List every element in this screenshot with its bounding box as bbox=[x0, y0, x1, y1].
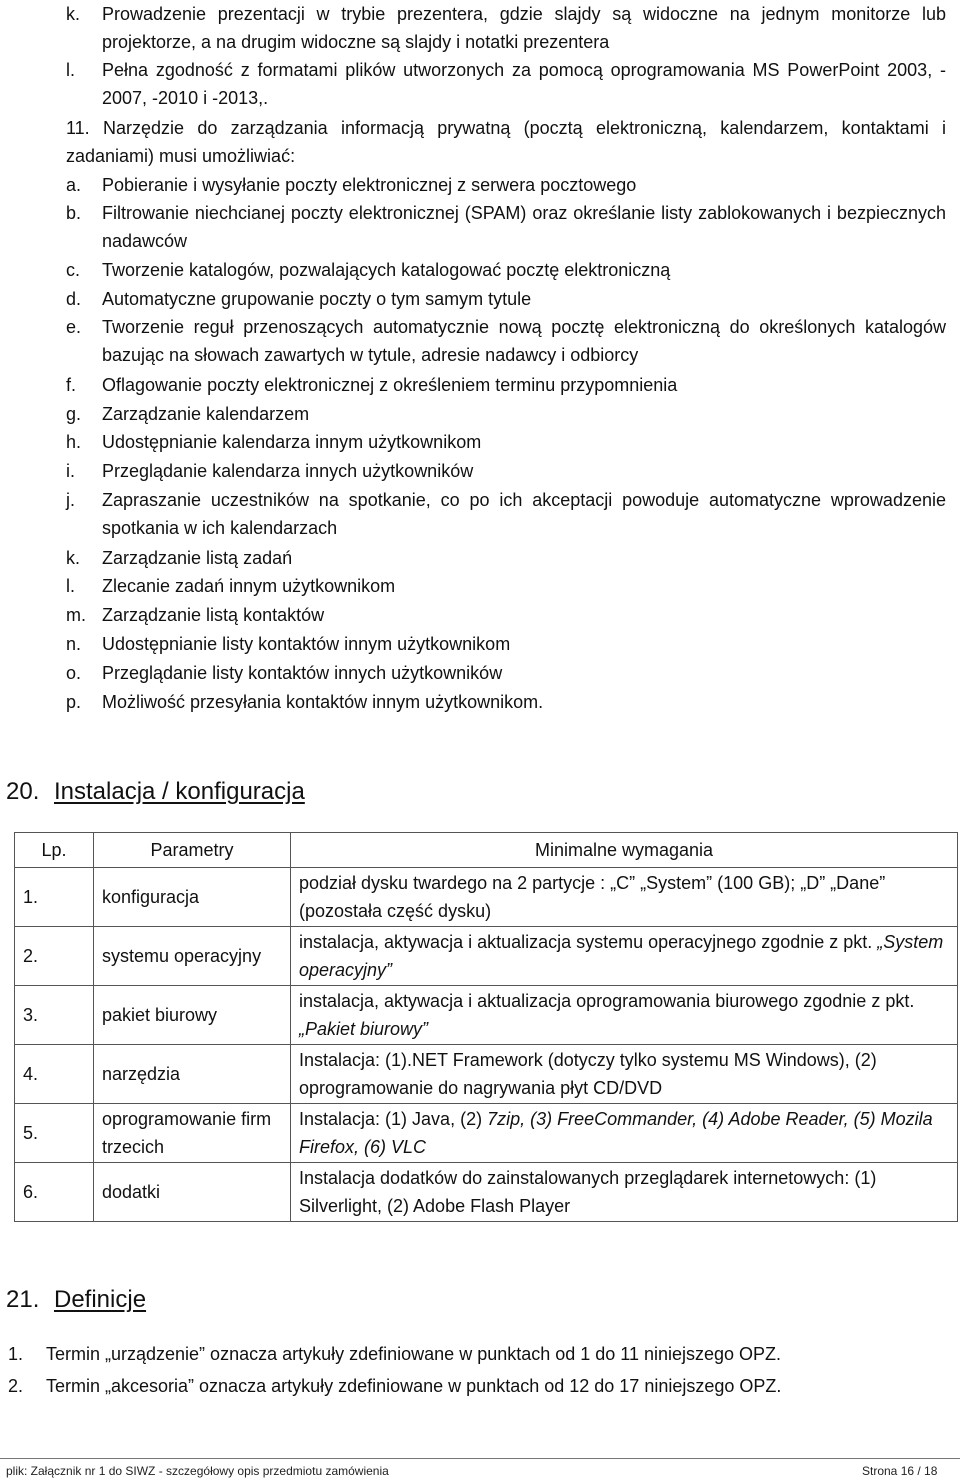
list-item: m. Zarządzanie listą kontaktów bbox=[66, 605, 325, 625]
list-item: 2. Termin „akcesoria” oznacza artykuły zdefiniowane w punktach od 12 do 17 niniejszego OPZ. bbox=[8, 1376, 782, 1396]
requirements-table bbox=[14, 832, 958, 1222]
list-item: i. Przeglądanie kalendarza innych użytkowników bbox=[66, 461, 474, 481]
list-item: h. Udostępnianie kalendarza innym użytkownikom bbox=[66, 432, 482, 452]
list-item: l. Pełna zgodność z formatami plików utworzonych za pomocą oprogramowania MS PowerPoint 2003, - 2007, -2010 i -2013,. bbox=[66, 60, 946, 108]
table-row: 4. narzędzia Instalacja: (1).NET Framework (dotyczy tylko systemu MS Windows), (2) oprogramowanie do nagrywania płyt CD/DVD bbox=[15, 1045, 958, 1104]
footer-page-number: Strona 16 / 18 bbox=[862, 1464, 938, 1478]
table-header-row: Lp. Parametry Minimalne wymagania bbox=[15, 833, 958, 868]
list-item: g. Zarządzanie kalendarzem bbox=[66, 404, 310, 424]
list-item: a. Pobieranie i wysyłanie poczty elektronicznej z serwera pocztowego bbox=[66, 175, 637, 195]
list-item: l. Zlecanie zadań innym użytkownikom bbox=[66, 576, 396, 596]
list-item: b. Filtrowanie niechcianej poczty elektronicznej (SPAM) oraz określanie listy zablokowanych i bezpiecznych nadawców bbox=[66, 203, 946, 251]
table-row: 3. pakiet biurowy instalacja, aktywacja i aktualizacja oprogramowania biurowego zgodnie z pkt. „Pakiet biurowy” bbox=[15, 986, 958, 1045]
section-20-heading: 20. Instalacja / konfiguracja bbox=[6, 778, 305, 805]
footer-file-name: plik: Załącznik nr 1 do SIWZ - szczegółowy opis przedmiotu zamówienia bbox=[6, 1464, 389, 1478]
list-item: o. Przeglądanie listy kontaktów innych użytkowników bbox=[66, 663, 503, 683]
list-item: c. Tworzenie katalogów, pozwalających katalogować pocztę elektroniczną bbox=[66, 260, 671, 280]
list-item: 1. Termin „urządzenie” oznacza artykuły zdefiniowane w punktach od 1 do 11 niniejszego OPZ. bbox=[8, 1344, 782, 1364]
list-item: k. Zarządzanie listą zadań bbox=[66, 548, 293, 568]
list-item: e. Tworzenie reguł przenoszących automatycznie nową pocztę elektroniczną do określonych katalogów bazując na słowach zawartych w tytule, adresie nadawcy i odbiorcy bbox=[66, 317, 946, 365]
list-item: p. Możliwość przesyłania kontaktów innym użytkownikom. bbox=[66, 692, 544, 712]
list-item: j. Zapraszanie uczestników na spotkanie, co po ich akceptacji powoduje automatyczne wprowadzenie spotkania w ich kalendarzach bbox=[66, 490, 946, 538]
footer-divider bbox=[0, 1458, 960, 1459]
table-row: 5. oprogramowanie firm trzecich Instalacja: (1) Java, (2) 7zip, (3) FreeCommander, (4) Adobe Reader, (5) Mozila Firefox, (6) VLC bbox=[15, 1104, 958, 1163]
list-item: n. Udostępnianie listy kontaktów innym użytkownikom bbox=[66, 634, 511, 654]
item-11: 11. Narzędzie do zarządzania informacją prywatną (pocztą elektroniczną, kalendarzem, kontaktami i zadaniami) musi umożliwiać: bbox=[66, 118, 946, 166]
table-row: 2. systemu operacyjny instalacja, aktywacja i aktualizacja systemu operacyjnego zgodnie z pkt. „System operacyjny” bbox=[15, 927, 958, 986]
table-row: 6. dodatki Instalacja dodatków do zainstalowanych przeglądarek internetowych: (1) Silverlight, (2) Adobe Flash Player bbox=[15, 1163, 958, 1222]
list-item: d. Automatyczne grupowanie poczty o tym samym tytule bbox=[66, 289, 532, 309]
list-item: k. Prowadzenie prezentacji w trybie prezentera, gdzie slajdy są widoczne na jednym monitorze lub projektorze, a na drugim widoczne są slajdy i notatki prezentera bbox=[66, 4, 946, 52]
list-item: f. Oflagowanie poczty elektronicznej z określeniem terminu przypomnienia bbox=[66, 375, 678, 395]
section-21-heading: 21. Definicje bbox=[6, 1286, 147, 1313]
table-row: 1. konfiguracja podział dysku twardego na 2 partycje : „C” „System” (100 GB); „D” „Dane” (pozostała część dysku) bbox=[15, 868, 958, 927]
